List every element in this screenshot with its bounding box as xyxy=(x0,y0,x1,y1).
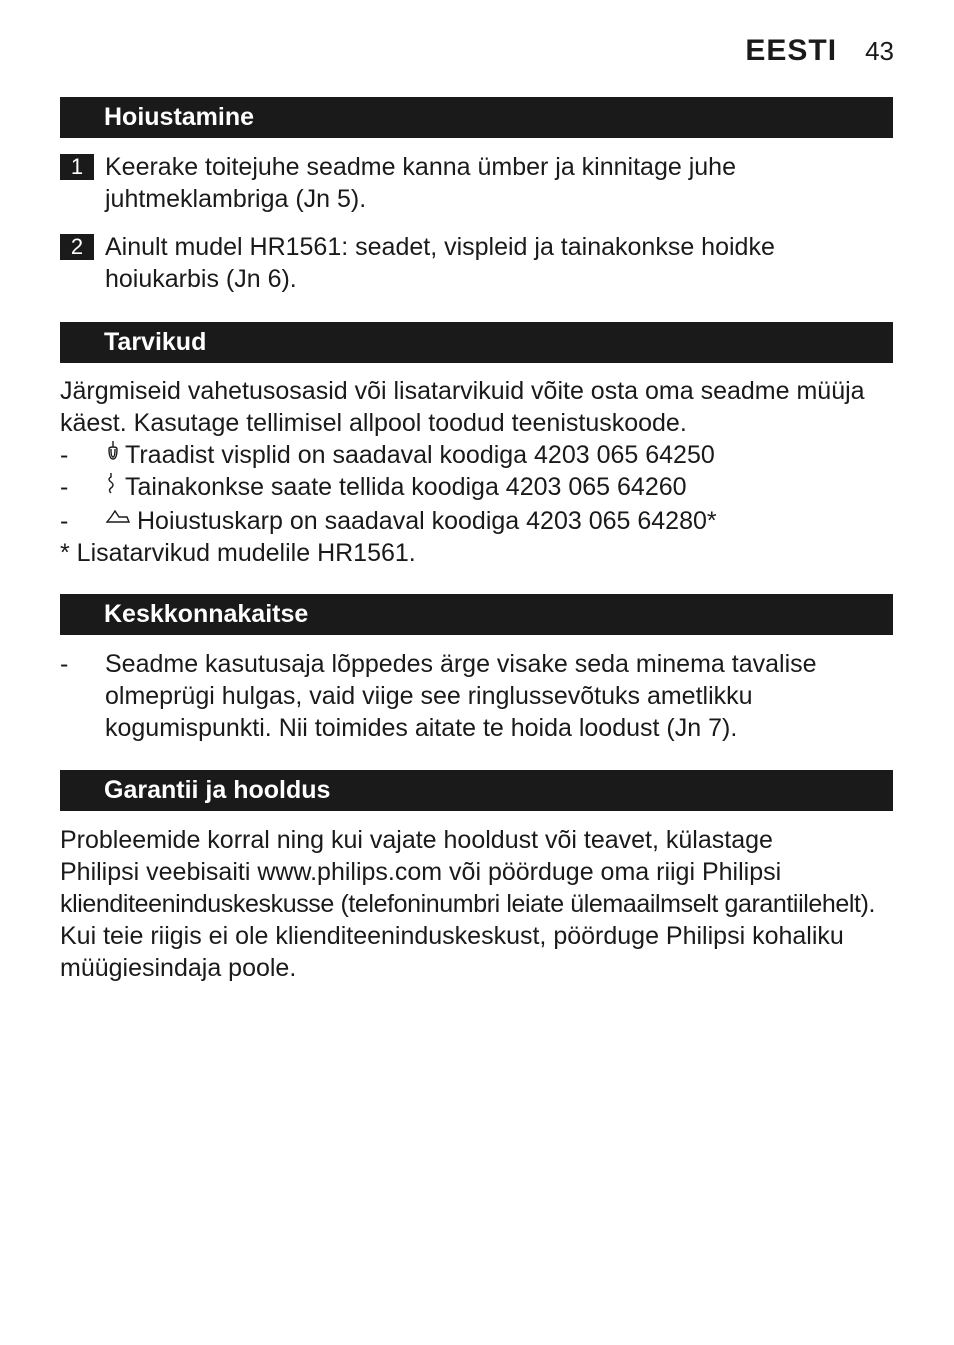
step-text: Ainult mudel HR1561: seadet, vispleid ja tainakonkse hoidke hoiukarbis (Jn 6). xyxy=(105,233,775,293)
list-item xyxy=(60,648,900,744)
list-dash: - xyxy=(60,650,69,678)
list-dash: - xyxy=(60,507,69,535)
accessories-list xyxy=(60,439,900,537)
accessories-intro-line: käest. Kasutage tellimisel allpool toodud teenistuskoode. xyxy=(60,409,687,437)
warranty-line: müügiesindaja poole. xyxy=(60,954,297,982)
section-heading-accessories: Tarvikud xyxy=(60,322,893,363)
warranty-line: Kui teie riigis ei ole klienditeeninduskeskust, pöörduge Philipsi kohaliku xyxy=(60,922,844,950)
list-dash: - xyxy=(60,473,69,501)
accessory-text: Hoiustuskarp on saadaval koodiga 4203 065 64280* xyxy=(137,507,717,535)
list-dash: - xyxy=(60,441,69,469)
step-number: 2 xyxy=(60,234,94,260)
storage-step-2 xyxy=(60,231,900,295)
warranty-body xyxy=(60,824,900,984)
section-heading-storage: Hoiustamine xyxy=(60,97,893,138)
section-heading-warranty: Garantii ja hooldus xyxy=(60,770,893,811)
list-item xyxy=(60,505,900,537)
whisk-icon xyxy=(105,439,125,471)
warranty-line: Philipsi veebisaiti www.philips.com või pöörduge oma riigi Philipsi xyxy=(60,858,782,886)
storage-step-1 xyxy=(60,151,900,215)
step-number: 1 xyxy=(60,154,94,180)
language-label: EESTI xyxy=(745,34,838,67)
list-item xyxy=(60,471,900,505)
section-heading-environment: Keskkonnakaitse xyxy=(60,594,893,635)
environment-text: Seadme kasutusaja lõppedes ärge visake seda minema tavalise olmeprügi hulgas, vaid viige see ringlussevõtuks ametlikku kogumispunkti. Nii toimides aitate te hoida loodust (Jn 7). xyxy=(105,650,817,742)
page-header xyxy=(745,34,894,68)
storage-box-icon xyxy=(105,505,137,537)
accessory-text: Tainakonkse saate tellida koodiga 4203 065 64260 xyxy=(125,473,687,501)
accessories-body xyxy=(60,375,900,569)
list-item xyxy=(60,439,900,471)
warranty-line: klienditeeninduskeskusse (telefoninumbri leiate ülemaailmselt garantiilehelt). xyxy=(60,890,876,918)
step-text: Keerake toitejuhe seadme kanna ümber ja kinnitage juhe juhtmeklambriga (Jn 5). xyxy=(105,153,736,213)
accessory-text: Traadist visplid on saadaval koodiga 4203 065 64250 xyxy=(125,441,715,469)
dough-hook-icon xyxy=(105,471,125,505)
page-number: 43 xyxy=(865,36,894,66)
accessories-footnote: * Lisatarvikud mudelile HR1561. xyxy=(60,539,416,567)
warranty-line: Probleemide korral ning kui vajate hooldust või teavet, külastage xyxy=(60,826,773,854)
accessories-intro-line: Järgmiseid vahetusosasid või lisatarvikuid võite osta oma seadme müüja xyxy=(60,377,865,405)
environment-body xyxy=(60,648,900,744)
